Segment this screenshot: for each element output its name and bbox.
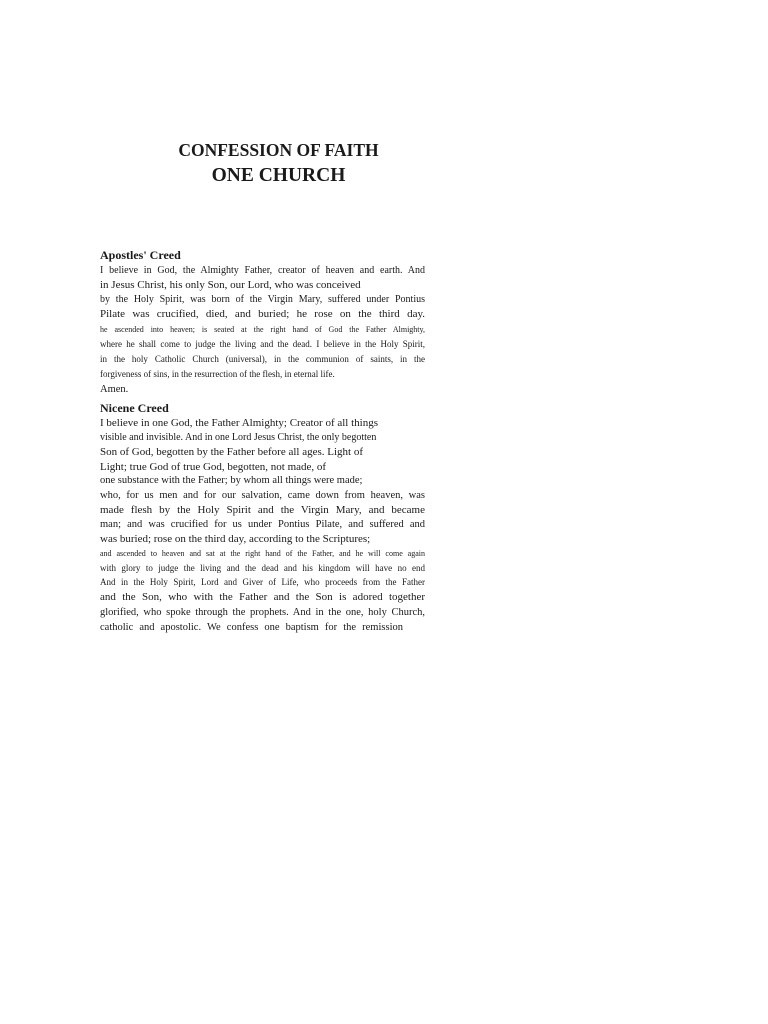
nicene-creed-section [100,401,425,635]
creed-line: Pilate was crucified, died, and buried; he rose on the third day. [100,308,425,320]
creed-line: forgiveness of sins, in the resurrection of the flesh, in eternal life. [100,369,335,379]
document-subtitle: ONE CHURCH [211,165,346,186]
nicene-creed-heading: Nicene Creed [100,401,169,415]
creed-line: with glory to judge the living and the dead and his kingdom will have no end [100,563,425,573]
creed-line: one substance with the Father; by whom all things were made; [100,475,363,486]
creed-line: in the holy Catholic Church (universal), in the communion of saints, in the [100,354,425,364]
creed-line: I believe in one God, the Father Almighty; Creator of all things [100,417,378,429]
creed-line: visible and invisible. And in one Lord Jesus Christ, the only begotten [100,432,377,443]
document-title: CONFESSION OF FAITH [178,140,379,160]
creed-line: made flesh by the Holy Spirit and the Virgin Mary, and became [100,504,425,516]
creed-line: Son of God, begotten by the Father before all ages. Light of [100,446,364,458]
creed-line: by the Holy Spirit, was born of the Virgin Mary, suffered under Pontius [100,294,425,305]
creed-line: man; and was crucified for us under Pontius Pilate, and suffered and [100,519,425,530]
creed-line: Amen. [100,384,129,395]
apostles-creed-section [100,248,425,397]
creed-line: who, for us men and for our salvation, came down from heaven, was [100,490,425,501]
creed-line: I believe in God, the Almighty Father, creator of heaven and earth. And [100,265,425,276]
creed-line: Light; true God of true God, begotten, not made, of [100,461,327,473]
creed-line: was buried; rose on the third day, according to the Scriptures; [100,533,371,545]
creed-line: and the Son, who with the Father and the Son is adored together [100,591,425,603]
creed-line: and ascended to heaven and sat at the right hand of the Father, and he will come again [100,549,425,558]
creed-line: where he shall come to judge the living and the dead. I believe in the Holy Spirit, [100,339,425,349]
creed-line: And in the Holy Spirit, Lord and Giver of Life, who proceeds from the Father [100,577,425,587]
apostles-creed-heading: Apostles' Creed [100,248,181,262]
creed-line: in Jesus Christ, his only Son, our Lord, who was conceived [100,279,361,291]
creed-line: glorified, who spoke through the prophets. And in the one, holy Church, [100,607,425,618]
creed-line: he ascended into heaven; is seated at the right hand of God the Father Almighty, [100,325,425,334]
creed-line: catholic and apostolic. We confess one baptism for the remission [100,622,403,633]
